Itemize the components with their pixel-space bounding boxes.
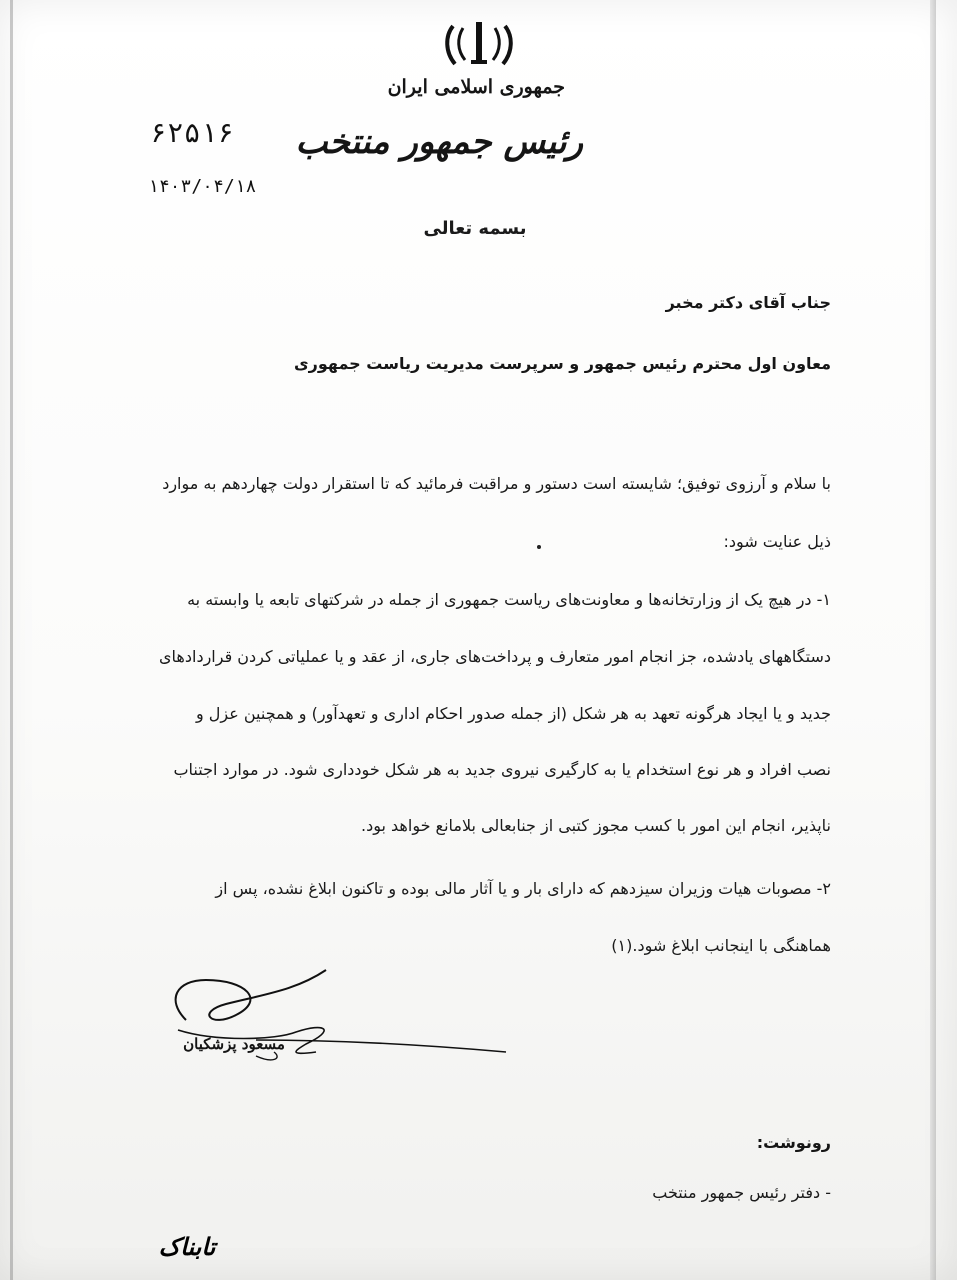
cc-label: رونوشت: — [756, 1133, 831, 1152]
body-line-2: ذیل عنایت شود: — [723, 532, 831, 551]
addressee-title: معاون اول محترم رئیس جمهور و سرپرست مدیریت ریاست جمهوری — [293, 354, 831, 373]
item-1-line-5: ناپذیر، انجام این امور با کسب مجوز کتبی از جنابعالی بلامانع خواهد بود. — [361, 816, 831, 835]
body-line-1: با سلام و آرزوی توفیق؛ شایسته است دستور و مراقبت فرمائید که تا استقرار دولت چهاردهم به موارد — [162, 474, 831, 493]
addressee-name: جناب آقای دکتر مخبر — [665, 293, 831, 312]
handwritten-signature — [156, 960, 516, 1070]
country-name: جمهوری اسلامی ایران — [387, 76, 565, 98]
speck — [537, 545, 541, 549]
watermark-logo: تابناک — [158, 1232, 216, 1261]
signer-name: مسعود پزشکیان — [183, 1035, 285, 1053]
item-1-line-3: جدید و یا ایجاد هرگونه تعهد به هر شکل (از جمله صدور احکام اداری و تعهدآور) و همچنین عزل و — [195, 704, 831, 723]
page-edge-left — [10, 0, 13, 1280]
invocation: بسمه تعالی — [423, 218, 527, 239]
cc-recipient: - دفتر رئیس جمهور منتخب — [652, 1183, 831, 1202]
office-title: رئیس جمهور منتخب — [295, 122, 583, 162]
item-2-line-2: هماهنگی با اینجانب ابلاغ شود.(۱) — [611, 936, 831, 955]
item-2-line-1: ۲- مصوبات هیات وزیران سیزدهم که دارای بار و یا آثار مالی بوده و تاکنون ابلاغ نشده، پس از — [215, 879, 831, 898]
item-1-line-1: ۱- در هیچ یک از وزارتخانه‌ها و معاونت‌های ریاست جمهوری از جمله در شرکتهای تابعه یا وابسته به — [187, 590, 831, 609]
item-1-line-4: نصب افراد و هر نوع استخدام یا به کارگیری نیروی جدید به هر شکل خودداری شود. در موارد اجتناب — [173, 760, 831, 779]
reference-number: ۶۲۵۱۶ — [150, 116, 235, 149]
letter-date: ۱۴۰۳/۰۴/۱۸ — [148, 176, 257, 197]
item-1-line-2: دستگاههای یادشده، جز انجام امور متعارف و پرداخت‌های جاری، از عقد و یا عملیاتی کردن قراردادهای — [159, 647, 831, 666]
iran-emblem-icon — [443, 18, 515, 70]
page-edge-right — [930, 0, 936, 1280]
